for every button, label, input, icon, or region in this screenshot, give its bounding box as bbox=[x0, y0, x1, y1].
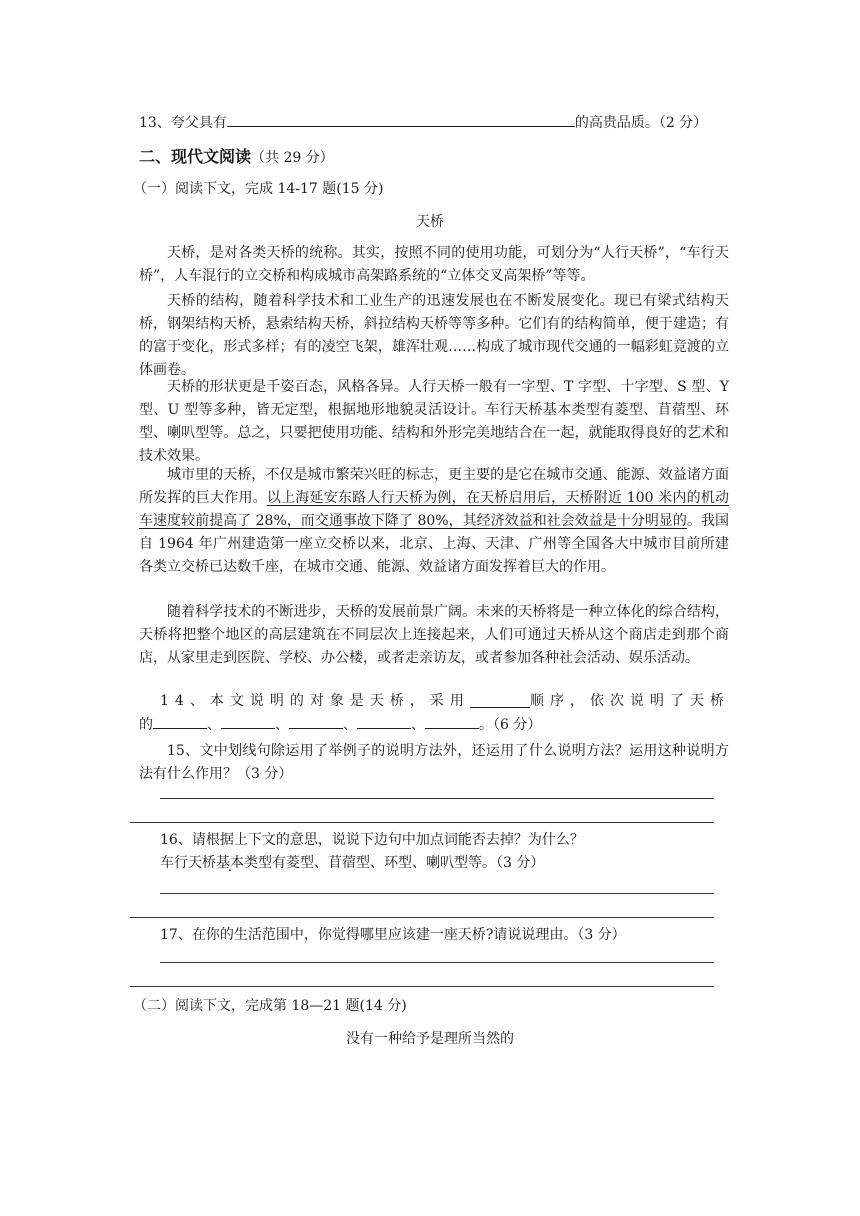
answer-blank[interactable] bbox=[153, 714, 207, 729]
question-14-line-2 bbox=[139, 714, 729, 736]
passage-title: 天桥 bbox=[416, 214, 444, 230]
sentence-post: 类型有菱型、苜蓿型、环型、喇叭型等。（3 分） bbox=[244, 855, 545, 871]
answer-blank[interactable] bbox=[357, 714, 411, 729]
question-14-line-1 bbox=[160, 690, 730, 712]
question-13-prefix: 13、夸父具有 bbox=[139, 115, 227, 131]
question-14-text-b: 顺序，依次说明了天桥 bbox=[530, 693, 730, 709]
question-17: 17、在你的生活范围中，你觉得哪里应该建一座天桥?请说说理由。（3 分） bbox=[160, 927, 626, 943]
answer-line[interactable] bbox=[160, 893, 714, 894]
question-14-text-a: 14、本文说明的对象是天桥，采用 bbox=[160, 693, 470, 709]
separator: 、 bbox=[207, 717, 221, 733]
paragraph-1: 天桥，是对各类天桥的统称。其实，按照不同的使用功能，可划分为“人行天桥”，“车行天桥”，人车混行的立交桥和构成城市高架路系统的“立体交叉高架桥”等等。 bbox=[139, 245, 729, 284]
answer-blank[interactable] bbox=[425, 714, 479, 729]
answer-line[interactable] bbox=[130, 822, 714, 823]
part2-title: 没有一种给予是理所当然的 bbox=[346, 1031, 514, 1047]
question-14-text-c: 的 bbox=[139, 717, 153, 733]
question-13 bbox=[139, 112, 729, 134]
part2-instruction: （二）阅读下文，完成第 18—21 题(14 分) bbox=[133, 998, 407, 1014]
question-15: 15、文中划线句除运用了举例子的说明方法外，还运用了什么说明方法？运用这种说明方法有什么作用？（3 分） bbox=[139, 743, 729, 782]
section-score: （共 29 分） bbox=[251, 150, 334, 166]
paragraph-4-text-b: 。我国自 1964 年广州建造第一座立交桥以来，北京、上海、天津、广州等全国各大中城市目前所建各类立交桥已达数千座，在城市交通、能源、效益诸方面发挥着巨大的作用。 bbox=[139, 513, 729, 575]
underlined-sentence: 以上海延安东路人行天桥为例，在天桥启用后，天桥附近 100 米内的机动车速度较前提高了 28%，而交通事故下降了 80%，其经济效益和社会效益是十分明显的 bbox=[139, 490, 730, 529]
separator: 、 bbox=[275, 717, 289, 733]
question-16-sentence bbox=[160, 852, 750, 874]
question-16: 16、请根据上下文的意思，说说下边句中加点词能否去掉？为什么？ bbox=[160, 832, 584, 848]
question-13-suffix: 的高贵品质。（2 分） bbox=[574, 115, 708, 131]
answer-blank[interactable] bbox=[227, 112, 575, 127]
paragraph-5: 随着科学技术的不断进步，天桥的发展前景广阔。未来的天桥将是一种立体化的综合结构，天桥将把整个地区的高层建筑在不同层次上连接起来，人们可通过天桥从这个商店走到那个商店，从家里走到医院、学校、办公楼，或者走亲访友，或者参加各种社会活动、娱乐活动。 bbox=[139, 604, 729, 666]
paragraph-3: 天桥的形状更是千姿百态，风格各异。人行天桥一般有一字型、T 字型、十字型、S 型、Y 型、U 型等多种，皆无定型，根据地形地貌灵活设计。车行天桥基本类型有菱型、苜蓿型、环型、喇叭型等。总之，只要把使用功能、结构和外形完美地结合在一起，就能取得良好的艺术和技术效果。 bbox=[139, 379, 729, 464]
answer-line[interactable] bbox=[130, 917, 714, 918]
answer-blank[interactable] bbox=[470, 693, 530, 708]
answer-blank[interactable] bbox=[221, 714, 275, 729]
dotted-word: 基本 bbox=[216, 855, 244, 871]
answer-line[interactable] bbox=[160, 798, 714, 799]
separator: 、 bbox=[411, 717, 425, 733]
section-title: 二、现代文阅读 bbox=[139, 147, 252, 166]
question-14-end: 。（6 分） bbox=[479, 717, 542, 733]
paragraph-2: 天桥的结构，随着科学技术和工业生产的迅速发展也在不断发展变化。现已有梁式结构天桥，钢架结构天桥，悬索结构天桥，斜拉结构天桥等等多种。它们有的结构简单，便于建造；有的富于变化，形式多样；有的凌空飞架，雄浑壮观……构成了城市现代交通的一幅彩虹竞渡的立体画卷。 bbox=[139, 293, 729, 378]
part1-instruction: （一）阅读下文，完成 14-17 题(15 分) bbox=[133, 181, 384, 197]
separator: 、 bbox=[343, 717, 357, 733]
answer-blank[interactable] bbox=[289, 714, 343, 729]
sentence-pre: 车行天桥 bbox=[160, 855, 216, 871]
paragraph-4 bbox=[139, 464, 729, 579]
answer-line[interactable] bbox=[160, 962, 714, 963]
answer-line[interactable] bbox=[130, 986, 714, 987]
section-heading bbox=[139, 146, 729, 169]
paragraph-4-text-a: 城市里的天桥，不仅是城市繁荣兴旺的标志，更主要的是它在城市交通、能源、效益诸方面所发挥的巨大作用。 bbox=[139, 467, 729, 506]
